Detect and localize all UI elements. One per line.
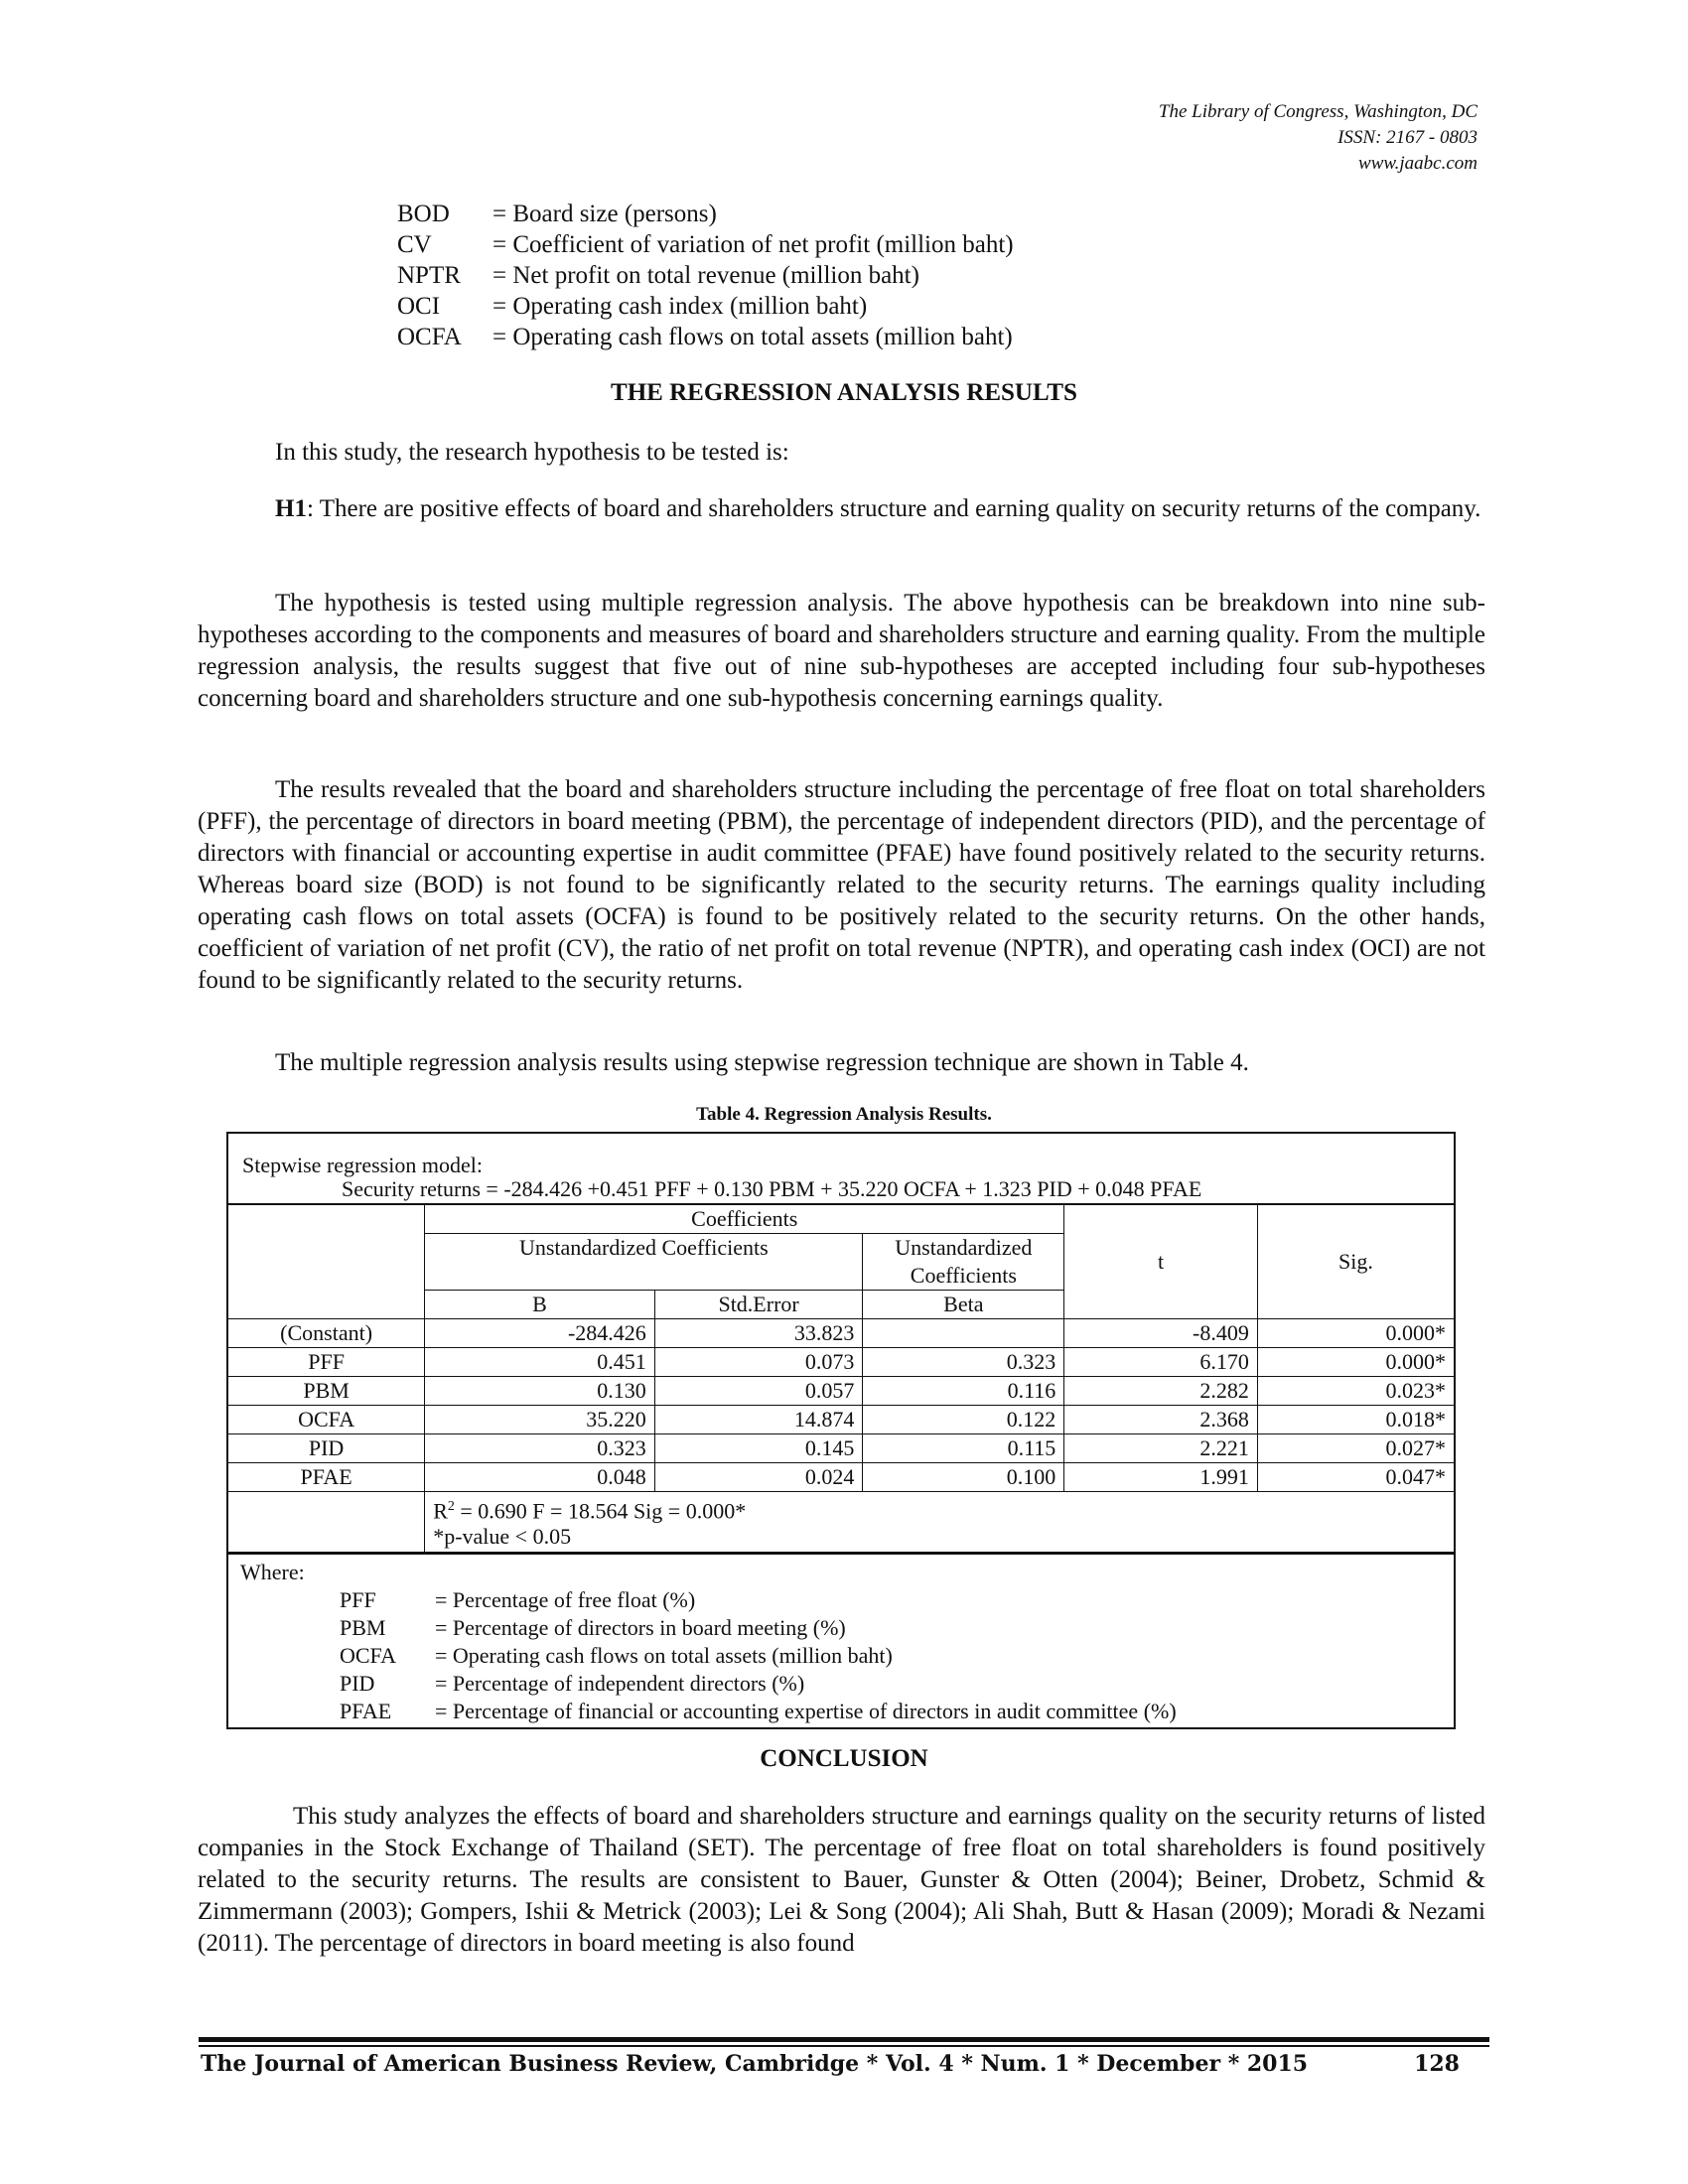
header-standardized-line1: Unstandardized	[895, 1235, 1033, 1260]
where-def: = Percentage of independent directors (%)	[435, 1671, 805, 1697]
where-abbr: PBM	[340, 1615, 386, 1641]
section-heading-regression: THE REGRESSION ANALYSIS RESULTS	[611, 379, 1077, 406]
cell-sig: 0.000*	[1257, 1348, 1454, 1377]
cell-t: 2.221	[1064, 1434, 1258, 1463]
where-abbr: OCFA	[340, 1643, 397, 1669]
where-row	[240, 1698, 1442, 1725]
row-name: (Constant)	[228, 1319, 425, 1348]
cell-beta: 0.122	[863, 1406, 1064, 1434]
cell-b: 0.048	[425, 1463, 655, 1492]
cell-b: -284.426	[425, 1319, 655, 1348]
cell-b: 0.130	[425, 1377, 655, 1406]
cell-sig: 0.023*	[1257, 1377, 1454, 1406]
cell-b: 0.323	[425, 1434, 655, 1463]
footer-journal: The Journal of American Business Review, Cambridge * Vol. 4 * Num. 1 * December * 2015	[201, 2051, 1309, 2077]
where-abbr: PFAE	[340, 1699, 392, 1724]
header-beta: Beta	[863, 1291, 1064, 1319]
row-name: PFF	[228, 1348, 425, 1377]
variable-def: = Net profit on total revenue (million baht)	[492, 262, 919, 289]
running-footer	[201, 2051, 1460, 2077]
variable-abbr: CV	[397, 231, 432, 258]
hypothesis-label: H1	[275, 495, 307, 522]
variable-row	[397, 291, 1014, 322]
variable-abbr: NPTR	[397, 262, 461, 289]
body-paragraph-2: The results revealed that the board and shareholders structure including the percentage of free float on total shareholders (PFF), the percentage of directors in board meeting (PBM), the percentage of independent directors (PID), and the percentage of directors with financial or accounting expertise in audit committee (PFAE) have found positively related to the security returns. Whereas board size (BOD) is not found to be significantly related to the security returns. The earnings quality including operating cash flows on total assets (OCFA) is found to be positively related to the security returns. On the other hands, coefficient of variation of net profit (CV), the ratio of net profit on total revenue (NPTR), and operating cash index (OCI) are not found to be significantly related to the security returns.	[198, 776, 1485, 994]
stats-r: R	[433, 1498, 448, 1524]
where-abbr: PID	[340, 1671, 375, 1697]
where-row	[240, 1642, 1442, 1670]
variable-definitions	[397, 199, 1014, 352]
header-b: B	[425, 1291, 655, 1319]
body-paragraph-3: The multiple regression analysis results using stepwise regression technique are shown in Table 4.	[275, 1049, 1249, 1076]
stats-empty-cell	[228, 1492, 425, 1553]
table-row	[228, 1377, 1454, 1406]
cell-t: 2.368	[1064, 1406, 1258, 1434]
hypothesis-paragraph	[198, 493, 1485, 525]
footer-rule-thin	[199, 2045, 1489, 2047]
table-row	[228, 1319, 1454, 1348]
variable-abbr: OCI	[397, 293, 441, 320]
header-sig: Sig.	[1257, 1205, 1454, 1319]
cell-std-error: 0.024	[654, 1463, 863, 1492]
model-box	[228, 1134, 1454, 1205]
cell-sig: 0.047*	[1257, 1463, 1454, 1492]
stats-r-superscript: 2	[447, 1499, 455, 1514]
cell-std-error: 0.057	[654, 1377, 863, 1406]
pvalue-note: *p-value < 0.05	[433, 1524, 572, 1550]
variable-row	[397, 260, 1014, 291]
table-row	[228, 1463, 1454, 1492]
stats-row	[228, 1492, 1454, 1553]
header-library: The Library of Congress, Washington, DC	[1158, 101, 1477, 122]
stats-values: = 0.690 F = 18.564 Sig = 0.000*	[454, 1498, 747, 1524]
header-coefficients: Coefficients	[425, 1205, 1064, 1234]
variable-row	[397, 229, 1014, 260]
cell-sig: 0.000*	[1257, 1319, 1454, 1348]
row-name: PID	[228, 1434, 425, 1463]
cell-std-error: 0.145	[654, 1434, 863, 1463]
variable-def: = Coefficient of variation of net profit (million baht)	[492, 231, 1014, 258]
row-name: OCFA	[228, 1406, 425, 1434]
header-standardized	[863, 1234, 1064, 1291]
cell-beta: 0.100	[863, 1463, 1064, 1492]
header-empty-cell	[228, 1205, 425, 1319]
table-row	[228, 1434, 1454, 1463]
header-unstandardized: Unstandardized Coefficients	[425, 1234, 863, 1291]
variable-def: = Board size (persons)	[492, 201, 717, 227]
model-equation: Security returns = -284.426 +0.451 PFF + 0.130 PBM + 35.220 OCFA + 1.323 PID + 0.048 PFAE	[342, 1176, 1202, 1201]
variable-row	[397, 199, 1014, 229]
where-abbr: PFF	[340, 1587, 376, 1613]
cell-sig: 0.018*	[1257, 1406, 1454, 1434]
variable-abbr: BOD	[397, 201, 450, 227]
where-def: = Percentage of free float (%)	[435, 1587, 696, 1613]
table-row	[228, 1348, 1454, 1377]
cell-b: 35.220	[425, 1406, 655, 1434]
cell-beta: 0.115	[863, 1434, 1064, 1463]
intro-paragraph: In this study, the research hypothesis to be tested is:	[275, 439, 789, 466]
where-def: = Percentage of directors in board meeting (%)	[435, 1615, 846, 1641]
cell-t: 6.170	[1064, 1348, 1258, 1377]
header-url: www.jaabc.com	[1358, 153, 1477, 174]
where-legend	[228, 1553, 1454, 1727]
variable-def: = Operating cash flows on total assets (million baht)	[492, 324, 1013, 350]
table-row	[228, 1406, 1454, 1434]
where-label: Where:	[240, 1560, 305, 1585]
cell-std-error: 33.823	[654, 1319, 863, 1348]
cell-std-error: 14.874	[654, 1406, 863, 1434]
coefficients-table	[228, 1205, 1454, 1553]
header-issn: ISSN: 2167 - 0803	[1337, 127, 1477, 148]
where-row	[240, 1614, 1442, 1642]
regression-table	[226, 1132, 1456, 1729]
running-header	[1159, 99, 1477, 177]
section-heading-conclusion: CONCLUSION	[760, 1745, 928, 1772]
cell-beta: 0.116	[863, 1377, 1064, 1406]
cell-sig: 0.027*	[1257, 1434, 1454, 1463]
header-t: t	[1064, 1205, 1258, 1319]
page-number: 128	[1414, 2051, 1460, 2077]
row-name: PFAE	[228, 1463, 425, 1492]
cell-t: 1.991	[1064, 1463, 1258, 1492]
cell-beta: 0.323	[863, 1348, 1064, 1377]
model-stats	[425, 1492, 1454, 1553]
row-name: PBM	[228, 1377, 425, 1406]
cell-t: -8.409	[1064, 1319, 1258, 1348]
cell-b: 0.451	[425, 1348, 655, 1377]
table-caption: Table 4. Regression Analysis Results.	[696, 1104, 992, 1125]
where-row	[240, 1670, 1442, 1698]
where-row	[240, 1586, 1442, 1614]
where-def: = Percentage of financial or accounting expertise of directors in audit committee (%)	[435, 1699, 1177, 1724]
footer-rule	[199, 2037, 1489, 2042]
model-label: Stepwise regression model:	[242, 1153, 483, 1177]
cell-t: 2.282	[1064, 1377, 1258, 1406]
where-def: = Operating cash flows on total assets (million baht)	[435, 1643, 893, 1669]
cell-beta	[863, 1319, 1064, 1348]
hypothesis-text: : There are positive effects of board and shareholders structure and earning quality on security returns of the company.	[306, 495, 1481, 522]
header-std-error: Std.Error	[654, 1291, 863, 1319]
conclusion-paragraph: This study analyzes the effects of board and shareholders structure and earnings quality on the security returns of listed companies in the Stock Exchange of Thailand (SET). The percentage of free float on total shareholders is found positively related to the security returns. The results are consistent to Bauer, Gunster & Otten (2004); Beiner, Drobetz, Schmid & Zimmermann (2003); Gompers, Ishii & Metrick (2003); Lei & Song (2004); Ali Shah, Butt & Hasan (2009); Moradi & Nezami (2011). The percentage of directors in board meeting is also found	[198, 1803, 1485, 1957]
table-header-row	[228, 1205, 1454, 1234]
variable-abbr: OCFA	[397, 324, 462, 350]
variable-row	[397, 322, 1014, 352]
cell-std-error: 0.073	[654, 1348, 863, 1377]
variable-def: = Operating cash index (million baht)	[492, 293, 868, 320]
model-fit-stats	[433, 1494, 1446, 1524]
body-paragraph-1: The hypothesis is tested using multiple regression analysis. The above hypothesis can be breakdown into nine sub-hypotheses according to the components and measures of board and shareholders structure and earning quality. From the multiple regression analysis, the results suggest that five out of nine sub-hypotheses are accepted including four sub-hypotheses concerning board and shareholders structure and one sub-hypothesis concerning earnings quality.	[198, 590, 1485, 712]
header-standardized-line2: Coefficients	[910, 1263, 1017, 1288]
